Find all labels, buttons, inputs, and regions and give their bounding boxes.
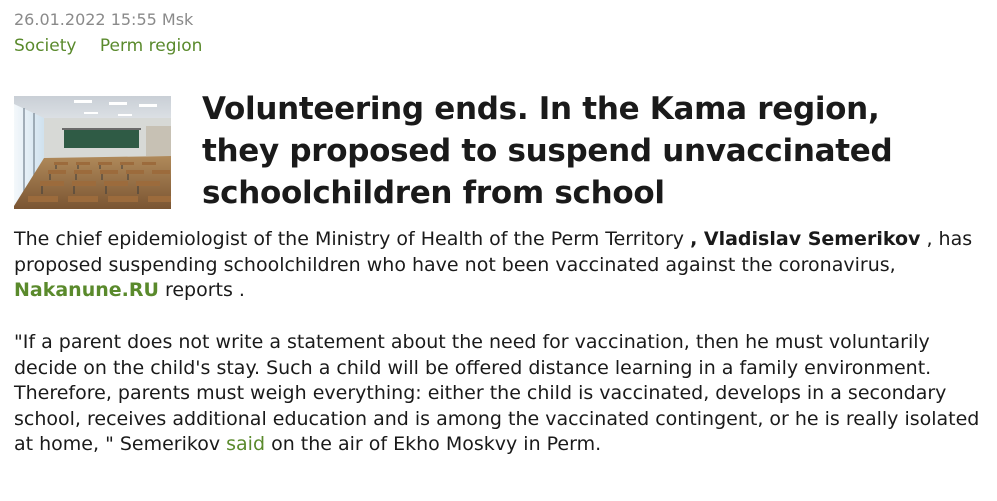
rubric-link-perm-region[interactable]: Perm region bbox=[99, 36, 203, 56]
source-link-nakanune[interactable]: Nakanune.RU bbox=[14, 279, 159, 301]
article-thumbnail-classroom[interactable] bbox=[14, 96, 171, 209]
said-link[interactable]: said bbox=[226, 433, 266, 455]
article-meta bbox=[14, 9, 220, 57]
rubric-link-society[interactable]: Society bbox=[14, 36, 77, 56]
lead-text-after: reports . bbox=[158, 279, 245, 301]
publication-date: 26.01.2022 15:55 Msk bbox=[14, 10, 194, 29]
lead-text-mid: , has proposed suspending schoolchildren who have not been vaccinated against the coronavirus, bbox=[14, 228, 973, 276]
article-headline[interactable]: Volunteering ends. In the Kama region, they proposed to suspend unvaccinated schoolchildren from school bbox=[202, 91, 893, 211]
quote-text-after: on the air of Ekho Moskvy in Perm. bbox=[265, 433, 602, 455]
person-name: , Vladislav Semerikov bbox=[690, 228, 921, 250]
lead-text-before: The chief epidemiologist of the Ministry of Health of the Perm Territory bbox=[14, 228, 691, 250]
article-quote-paragraph bbox=[14, 330, 989, 458]
article-lead-paragraph bbox=[14, 227, 989, 304]
quote-text: "If a parent does not write a statement about the need for vaccination, then he must voluntarily decide on the child's stay. Such a child will be offered distance learning in a family environment. Therefore, parents must weigh everything: either the child is vaccinated, develops in a secondary school, receives additional education and is among the vaccinated contingent, or he is really isolated at home, " Semerikov bbox=[14, 331, 980, 455]
rubric-list bbox=[14, 35, 220, 57]
